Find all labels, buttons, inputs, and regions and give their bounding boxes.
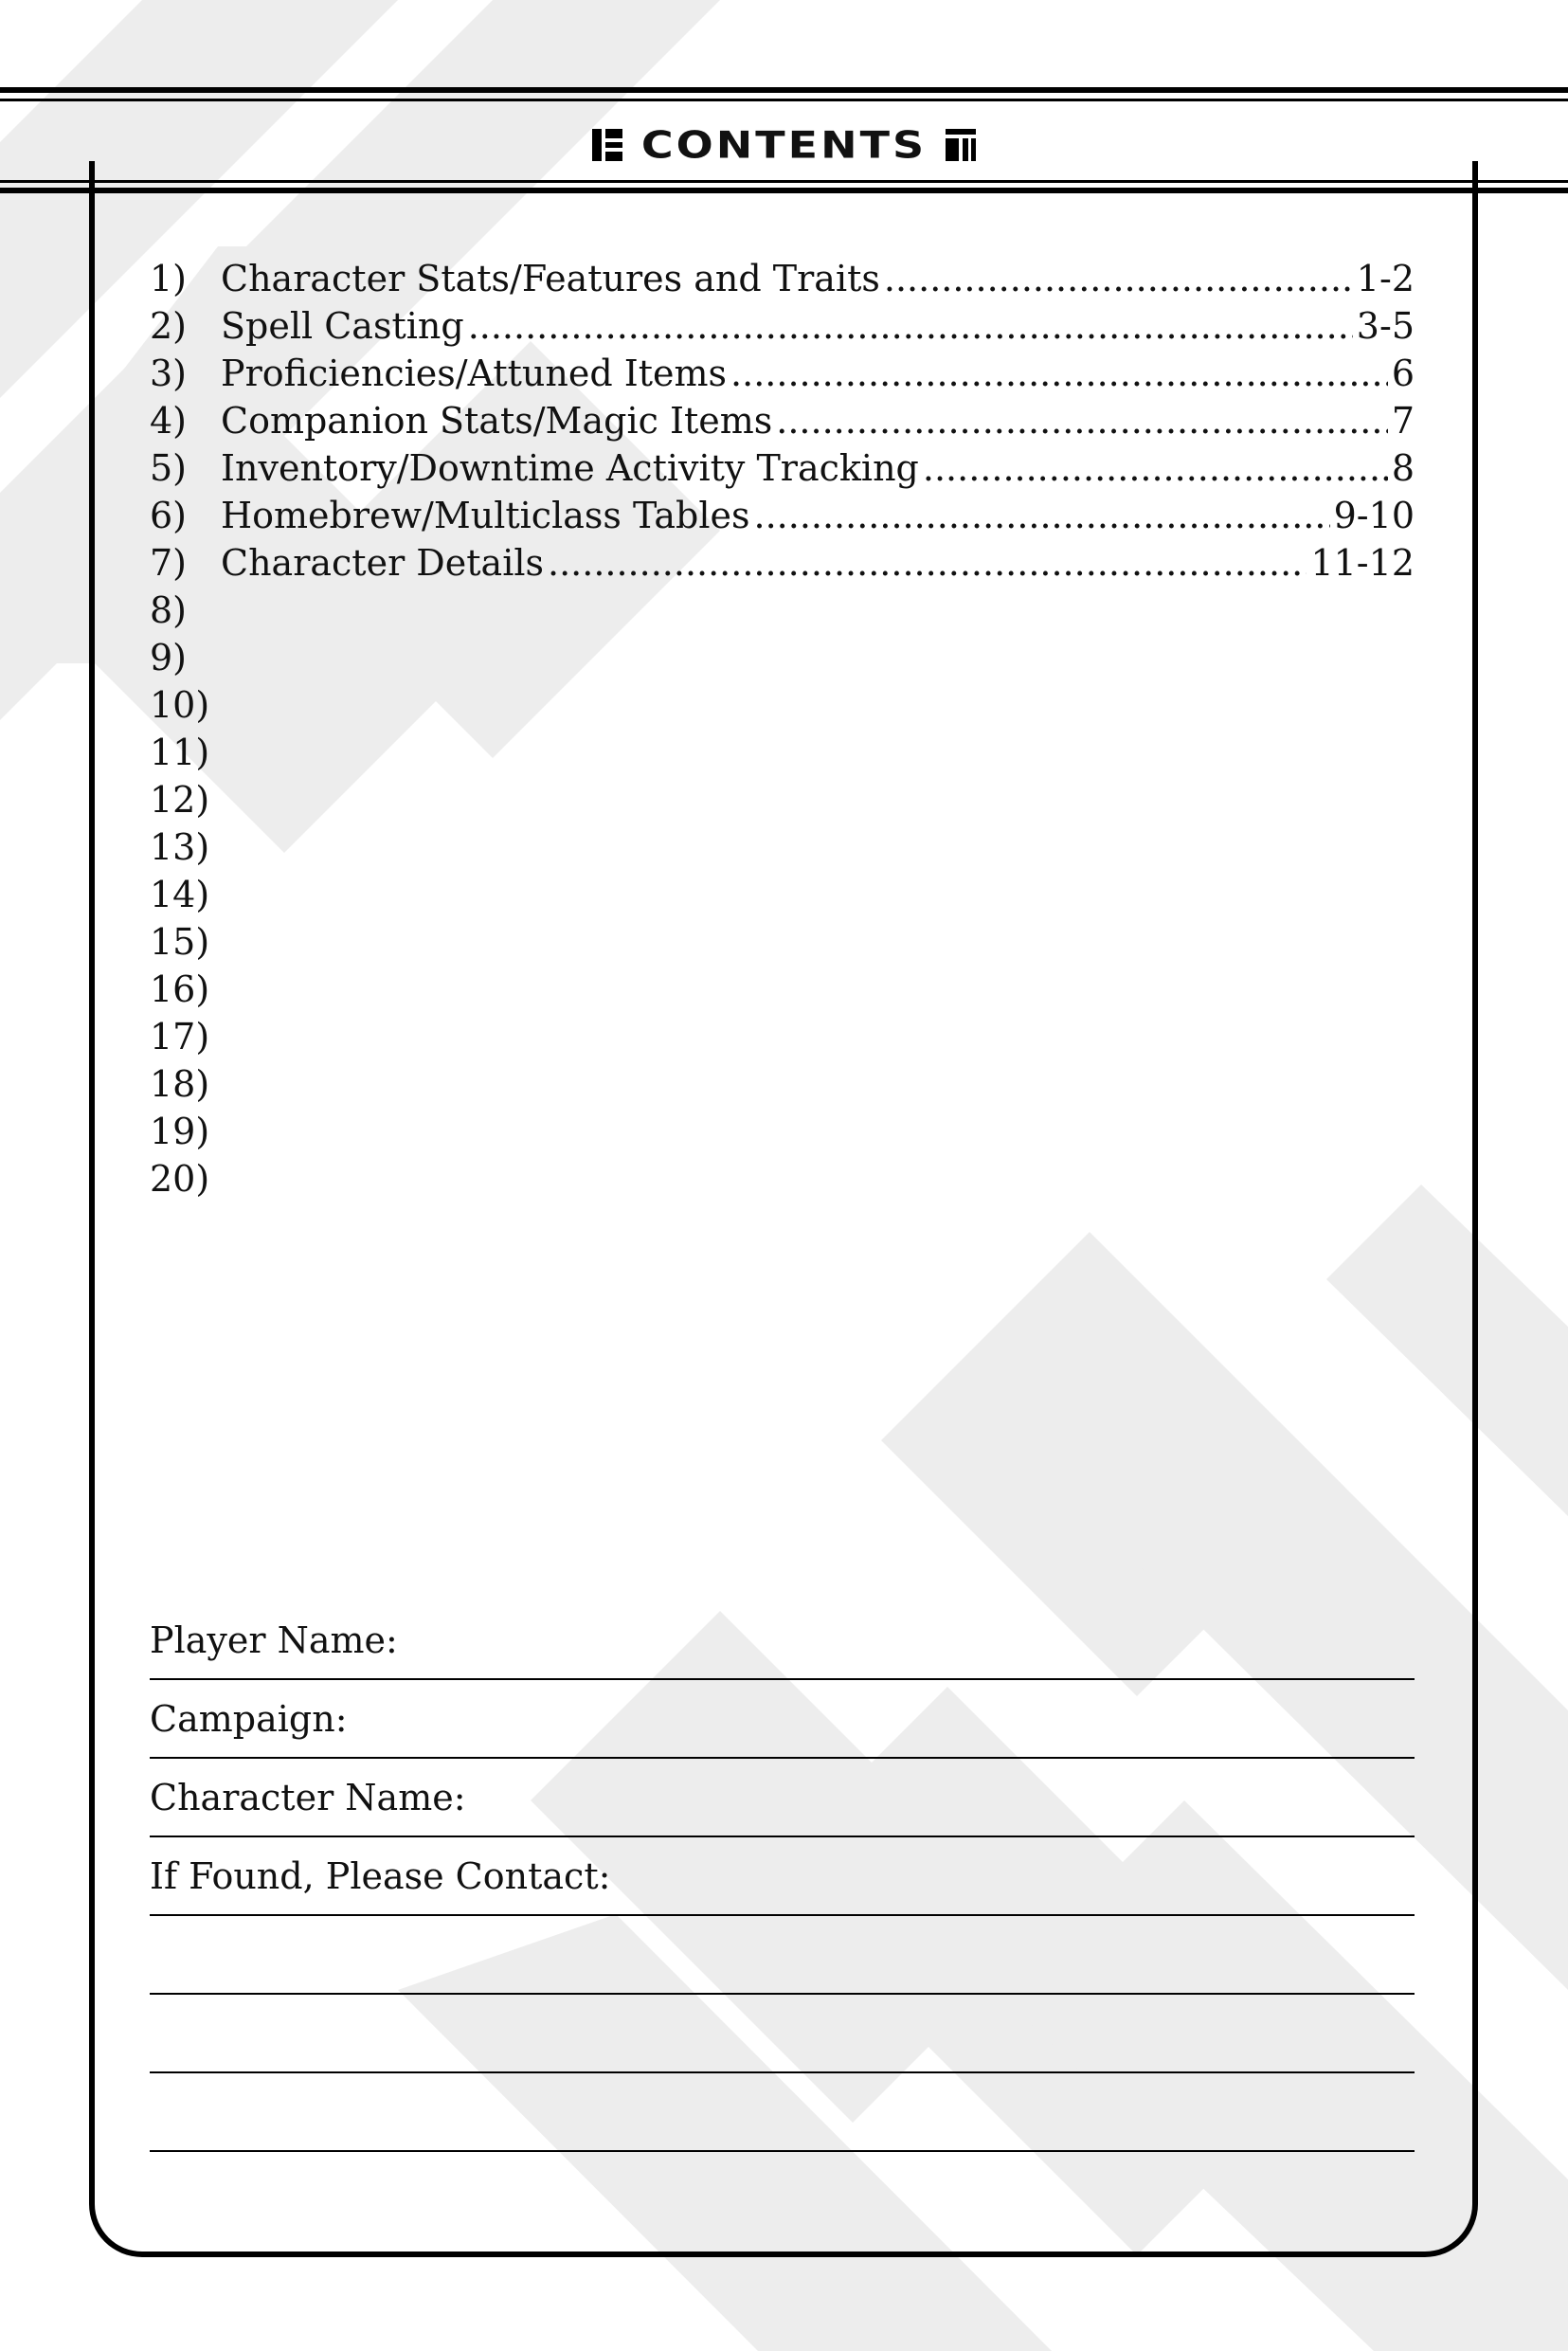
blank-field-line[interactable] [150,1995,1415,2073]
toc-entry-number: 20) [150,1158,210,1200]
toc-entry-title: Inventory/Downtime Activity Tracking [221,447,919,489]
top-rule-thick [0,87,1568,93]
field-line[interactable] [150,1601,1415,1680]
toc-entry [150,1063,1415,1111]
field-label: Campaign: [150,1697,348,1740]
toc-entry-number: 17) [150,1016,210,1058]
toc-entry [150,874,1415,921]
toc-entry [150,495,1415,542]
toc-entry-pages: 8 [1391,447,1415,489]
toc-entry-number: 4) [150,400,188,442]
toc-entry-pages: 1-2 [1356,258,1415,299]
toc-dot-leader [468,305,1353,347]
toc-entry-title: Homebrew/Multiclass Tables [221,495,750,536]
header-right-ornament-icon [944,127,978,163]
header-left-ornament-icon [590,127,624,163]
toc-entry-title: Character Details [221,542,544,584]
toc-dot-leader [754,495,1330,536]
toc-entry [150,779,1415,826]
toc-entry-number: 11) [150,732,210,773]
toc-entry-number: 9) [150,637,188,678]
toc-dot-leader [923,447,1388,489]
toc-entry [150,400,1415,447]
toc-entry-number: 3) [150,353,188,394]
toc-dot-leader [776,400,1388,442]
toc-entry [150,589,1415,637]
toc-entry-title: Character Stats/Features and Traits [221,258,880,299]
toc-entry-number: 18) [150,1063,210,1105]
field-line[interactable] [150,1680,1415,1759]
field-label: If Found, Please Contact: [150,1854,611,1897]
toc-entry-number: 8) [150,589,188,631]
toc-entry-number: 1) [150,258,188,299]
toc-entry [150,826,1415,874]
blank-field-line[interactable] [150,2073,1415,2152]
toc-entry-pages: 3-5 [1356,305,1415,347]
toc-entry-number: 5) [150,447,188,489]
field-line[interactable] [150,1759,1415,1837]
toc-entry-title: Proficiencies/Attuned Items [221,353,728,394]
field-label: Character Name: [150,1776,466,1818]
toc-entry-pages: 9-10 [1333,495,1415,536]
field-label: Player Name: [150,1619,398,1661]
toc-entry [150,1158,1415,1205]
toc-entry [150,353,1415,400]
toc-entry-number: 19) [150,1111,210,1152]
toc-entry [150,1111,1415,1158]
toc-entry [150,1016,1415,1063]
toc-entry-number: 10) [150,684,210,726]
toc-entry [150,542,1415,589]
toc-entry [150,684,1415,732]
toc-entry-number: 15) [150,921,210,963]
toc-entry [150,732,1415,779]
blank-field-line[interactable] [150,1916,1415,1995]
toc-entry-number: 2) [150,305,188,347]
toc-entry [150,921,1415,968]
field-line[interactable] [150,1837,1415,1916]
toc-entry-pages: 11-12 [1310,542,1415,584]
toc-entry-title: Spell Casting [221,305,464,347]
toc-entry-title: Companion Stats/Magic Items [221,400,773,442]
owner-info-fields [150,1601,1415,2152]
toc-entry [150,447,1415,495]
toc-entry-pages: 7 [1391,400,1415,442]
toc-entry [150,637,1415,684]
toc-entry [150,305,1415,353]
toc-entry-number: 16) [150,968,210,1010]
toc-dot-leader [730,353,1388,394]
toc-entry [150,258,1415,305]
toc-entry-pages: 6 [1391,353,1415,394]
toc-entry [150,968,1415,1016]
toc-dot-leader [548,542,1307,584]
top-rule-thin [0,99,1568,101]
toc-entry-number: 14) [150,874,210,915]
table-of-contents [150,258,1415,1205]
toc-entry-number: 7) [150,542,188,584]
page-title: CONTENTS [640,123,928,167]
toc-entry-number: 12) [150,779,210,821]
toc-entry-number: 13) [150,826,210,868]
toc-dot-leader [884,258,1353,299]
toc-entry-number: 6) [150,495,188,536]
